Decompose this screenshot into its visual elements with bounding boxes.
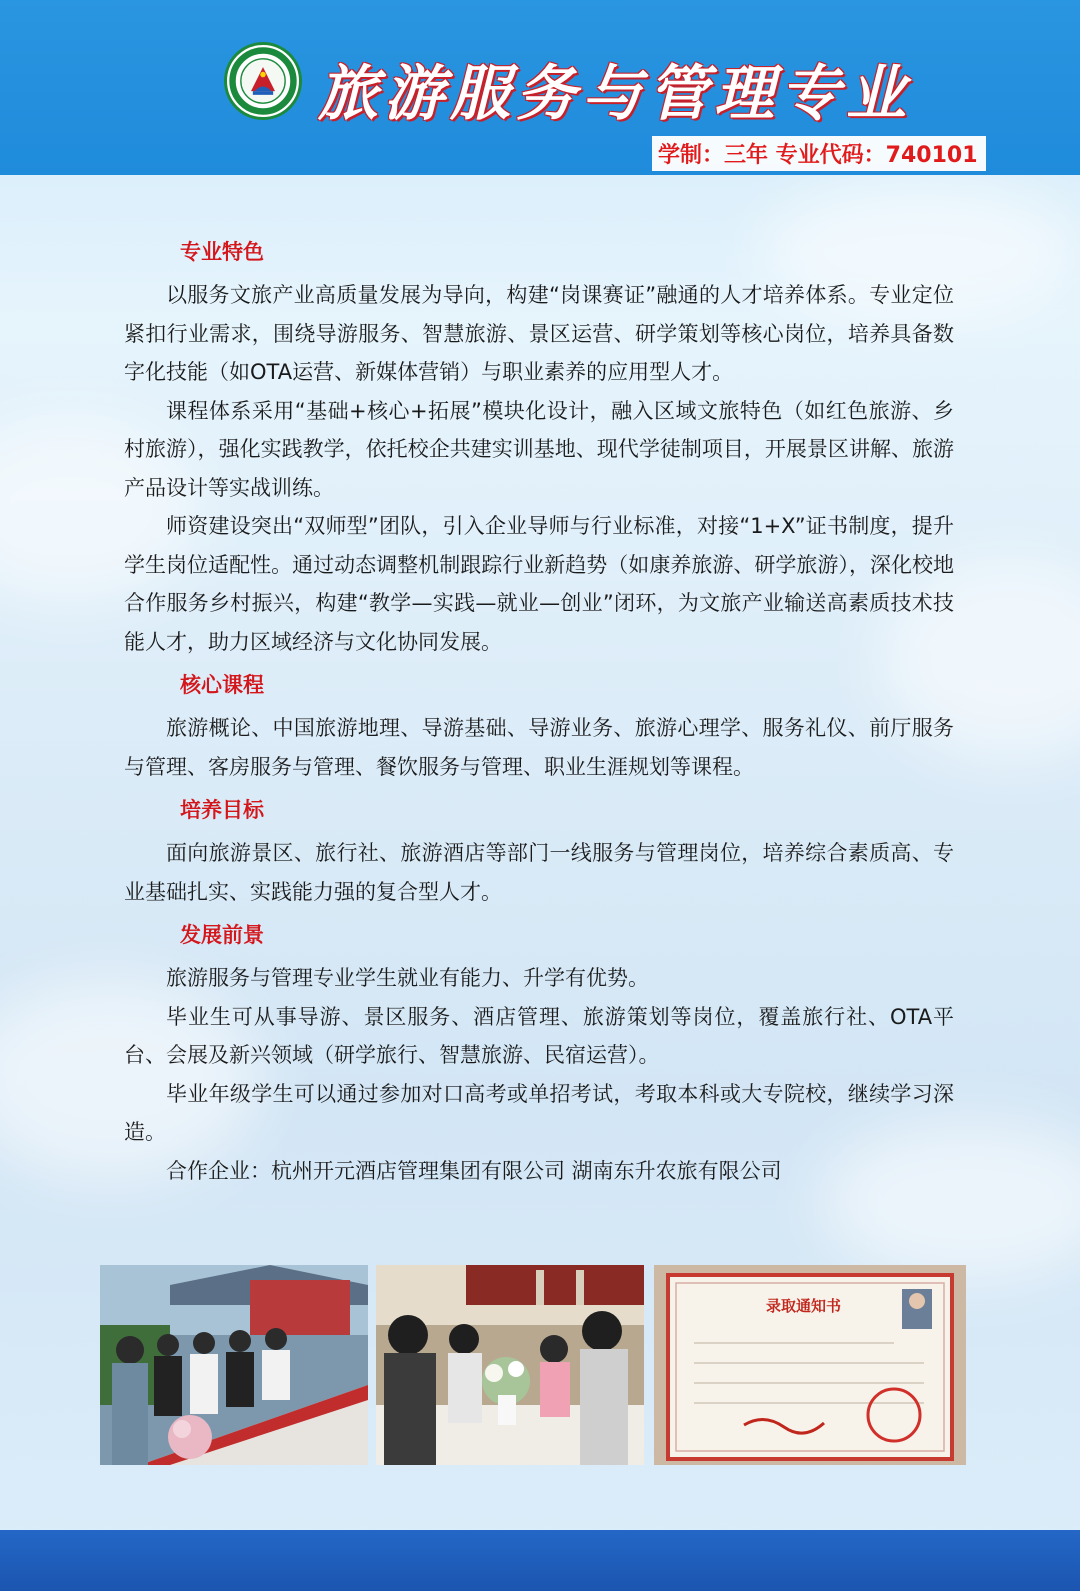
section-heading: 发展前景 xyxy=(180,923,264,947)
header-banner xyxy=(0,0,1080,175)
section-paragraph: 旅游服务与管理专业学生就业有能力、升学有优势。 xyxy=(166,966,649,990)
section-heading: 核心课程 xyxy=(180,673,264,697)
student-flower-arranging-photo xyxy=(376,1265,644,1465)
section-paragraph: 毕业年级学生可以通过参加对口高考或单招考试，考取本科或大专院校，继续学习深造。 xyxy=(124,1081,954,1144)
page-title: 旅游服务与管理专业 xyxy=(318,59,912,129)
section-prospects xyxy=(124,919,954,1190)
section-paragraph: 旅游概论、中国旅游地理、导游基础、导游业务、旅游心理学、服务礼仪、前厅服务与管理、客房服务与管理、餐饮服务与管理、职业生涯规划等课程。 xyxy=(124,716,954,779)
main-content xyxy=(124,236,954,1190)
section-heading: 培养目标 xyxy=(180,798,264,822)
admission-letter-photo xyxy=(654,1265,966,1465)
program-duration-code: 学制：三年 专业代码：740101 xyxy=(652,136,986,171)
photo-strip xyxy=(100,1265,966,1465)
section-heading: 专业特色 xyxy=(180,240,264,264)
admission-letter-title: 录取通知书 xyxy=(766,1297,842,1315)
section-features xyxy=(124,236,954,661)
section-paragraph: 毕业生可从事导游、景区服务、酒店管理、旅游策划等岗位，覆盖旅行社、OTA平台、会展及新兴领域（研学旅行、智慧旅游、民宿运营）。 xyxy=(124,1004,954,1067)
section-core-courses xyxy=(124,669,954,786)
student-table-setting-photo xyxy=(100,1265,368,1465)
section-paragraph: 面向旅游景区、旅行社、旅游酒店等部门一线服务与管理岗位，培养综合素质高、专业基础扎实、实践能力强的复合型人才。 xyxy=(124,841,954,904)
section-paragraph: 课程体系采用“基础+核心+拓展”模块化设计，融入区域文旅特色（如红色旅游、乡村旅游），强化实践教学，依托校企共建实训基地、现代学徒制项目，开展景区讲解、旅游产品设计等实战训练。 xyxy=(124,398,954,500)
section-paragraph: 师资建设突出“双师型”团队，引入企业导师与行业标准，对接“1+X”证书制度，提升学生岗位适配性。通过动态调整机制跟踪行业新趋势（如康养旅游、研学旅游），深化校地合作服务乡村振兴，构建“教学—实践—就业—创业”闭环，为文旅产业输送高素质技术技能人才，助力区域经济与文化协同发展。 xyxy=(124,514,954,654)
footer-band xyxy=(0,1530,1080,1591)
school-emblem-icon xyxy=(224,42,302,120)
partner-companies: 合作企业：杭州开元酒店管理集团有限公司 湖南东升农旅有限公司 xyxy=(166,1158,782,1183)
section-training-goals xyxy=(124,794,954,911)
section-paragraph: 以服务文旅产业高质量发展为导向，构建“岗课赛证”融通的人才培养体系。专业定位紧扣行业需求，围绕导游服务、智慧旅游、景区运营、研学策划等核心岗位，培养具备数字化技能（如OTA运营、新媒体营销）与职业素养的应用型人才。 xyxy=(124,283,954,384)
